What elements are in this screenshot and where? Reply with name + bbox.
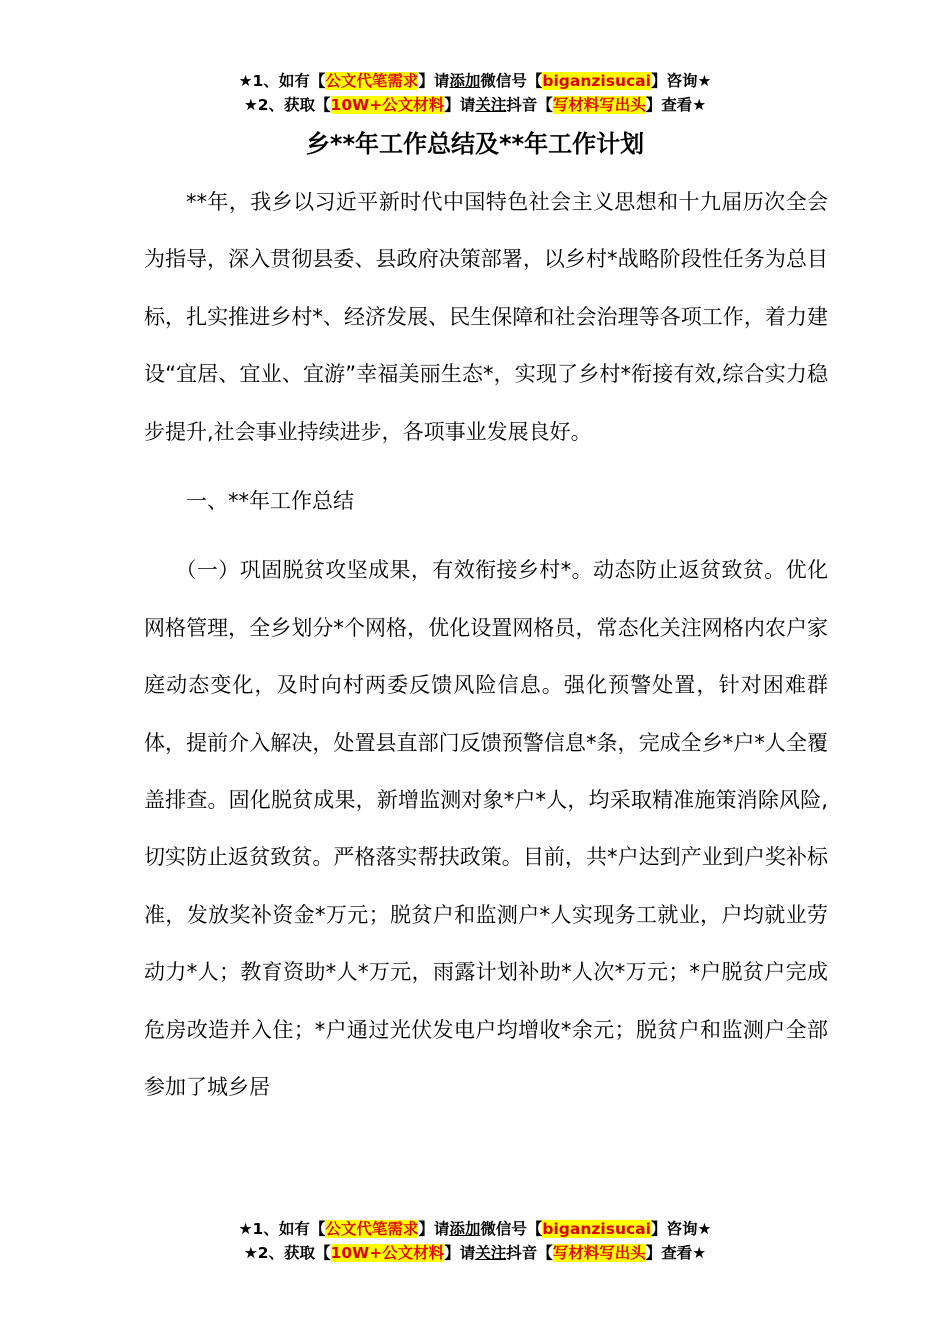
promo-text: 】咨询★	[650, 1220, 712, 1238]
promo-text: ★1、如有【	[238, 1220, 326, 1238]
promo-highlight: 公文代笔需求	[325, 72, 419, 90]
promo-text: 】咨询★	[650, 72, 712, 90]
document-title: 乡**年工作总结及**年工作计划	[305, 130, 645, 158]
promo-highlight: biganzisucai	[542, 1220, 651, 1238]
promo-emphasis: 关注	[475, 1244, 507, 1262]
promo-text: 微信号【	[480, 1220, 543, 1238]
section-heading: 一、**年工作总结	[186, 489, 354, 514]
document-body	[144, 174, 828, 1117]
promo-text: 抖音【	[506, 1244, 553, 1262]
promo-line-1	[0, 69, 950, 93]
promo-text: 】请	[444, 96, 476, 114]
promo-highlight: 10W+公文材料	[330, 1244, 445, 1262]
promo-highlight: 公文代笔需求	[325, 1220, 419, 1238]
promo-text: ★2、获取【	[243, 1244, 331, 1262]
promo-text: ★2、获取【	[243, 96, 331, 114]
promo-banner-top	[0, 69, 950, 117]
promo-emphasis: 关注	[475, 96, 507, 114]
promo-banner-bottom	[0, 1217, 950, 1265]
promo-highlight: biganzisucai	[542, 72, 651, 90]
promo-line-2	[0, 93, 950, 117]
promo-text: 】请	[418, 72, 450, 90]
intro-paragraph: **年，我乡以习近平新时代中国特色社会主义思想和十九届历次全会为指导，深入贯彻县委、县政府决策部署，以乡村*战略阶段性任务为总目标，扎实推进乡村*、经济发展、民生保障和社会治理等各项工作，着力建设“宜居、宜业、宜游”幸福美丽生态*，实现了乡村*衔接有效,综合实力稳步提升,社会事业持续进步，各项事业发展良好。	[144, 190, 828, 444]
promo-text: 抖音【	[506, 96, 553, 114]
promo-text: ★1、如有【	[238, 72, 326, 90]
promo-text: 】请	[418, 1220, 450, 1238]
promo-text: 】查看★	[645, 96, 707, 114]
promo-text: 微信号【	[480, 72, 543, 90]
promo-text: 】请	[444, 1244, 476, 1262]
promo-highlight: 写材料写出头	[552, 1244, 646, 1262]
promo-emphasis: 添加	[449, 1220, 481, 1238]
promo-highlight: 10W+公文材料	[330, 96, 445, 114]
promo-line-2	[0, 1241, 950, 1265]
section-paragraph: （一）巩固脱贫攻坚成果，有效衔接乡村*。动态防止返贫致贫。优化网格管理，全乡划分*个网格，优化设置网格员，常态化关注网格内农户家庭动态变化，及时向村两委反馈风险信息。强化预警处置，针对困难群体，提前介入解决，处置县直部门反馈预警信息*条，完成全乡*户*人全覆盖排查。固化脱贫成果，新增监测对象*户*人，均采取精准施策消除风险,切实防止返贫致贫。严格落实帮扶政策。目前，共*户达到产业到户奖补标准，发放奖补资金*万元；脱贫户和监测户*人实现务工就业，户均就业劳动力*人；教育资助*人*万元，雨露计划补助*人次*万元；*户脱贫户完成危房改造并入住；*户通过光伏发电户均增收*余元；脱贫户和监测户全部参加了城乡居	[144, 558, 828, 1100]
promo-emphasis: 添加	[449, 72, 481, 90]
promo-highlight: 写材料写出头	[552, 96, 646, 114]
promo-text: 】查看★	[645, 1244, 707, 1262]
promo-line-1	[0, 1217, 950, 1241]
